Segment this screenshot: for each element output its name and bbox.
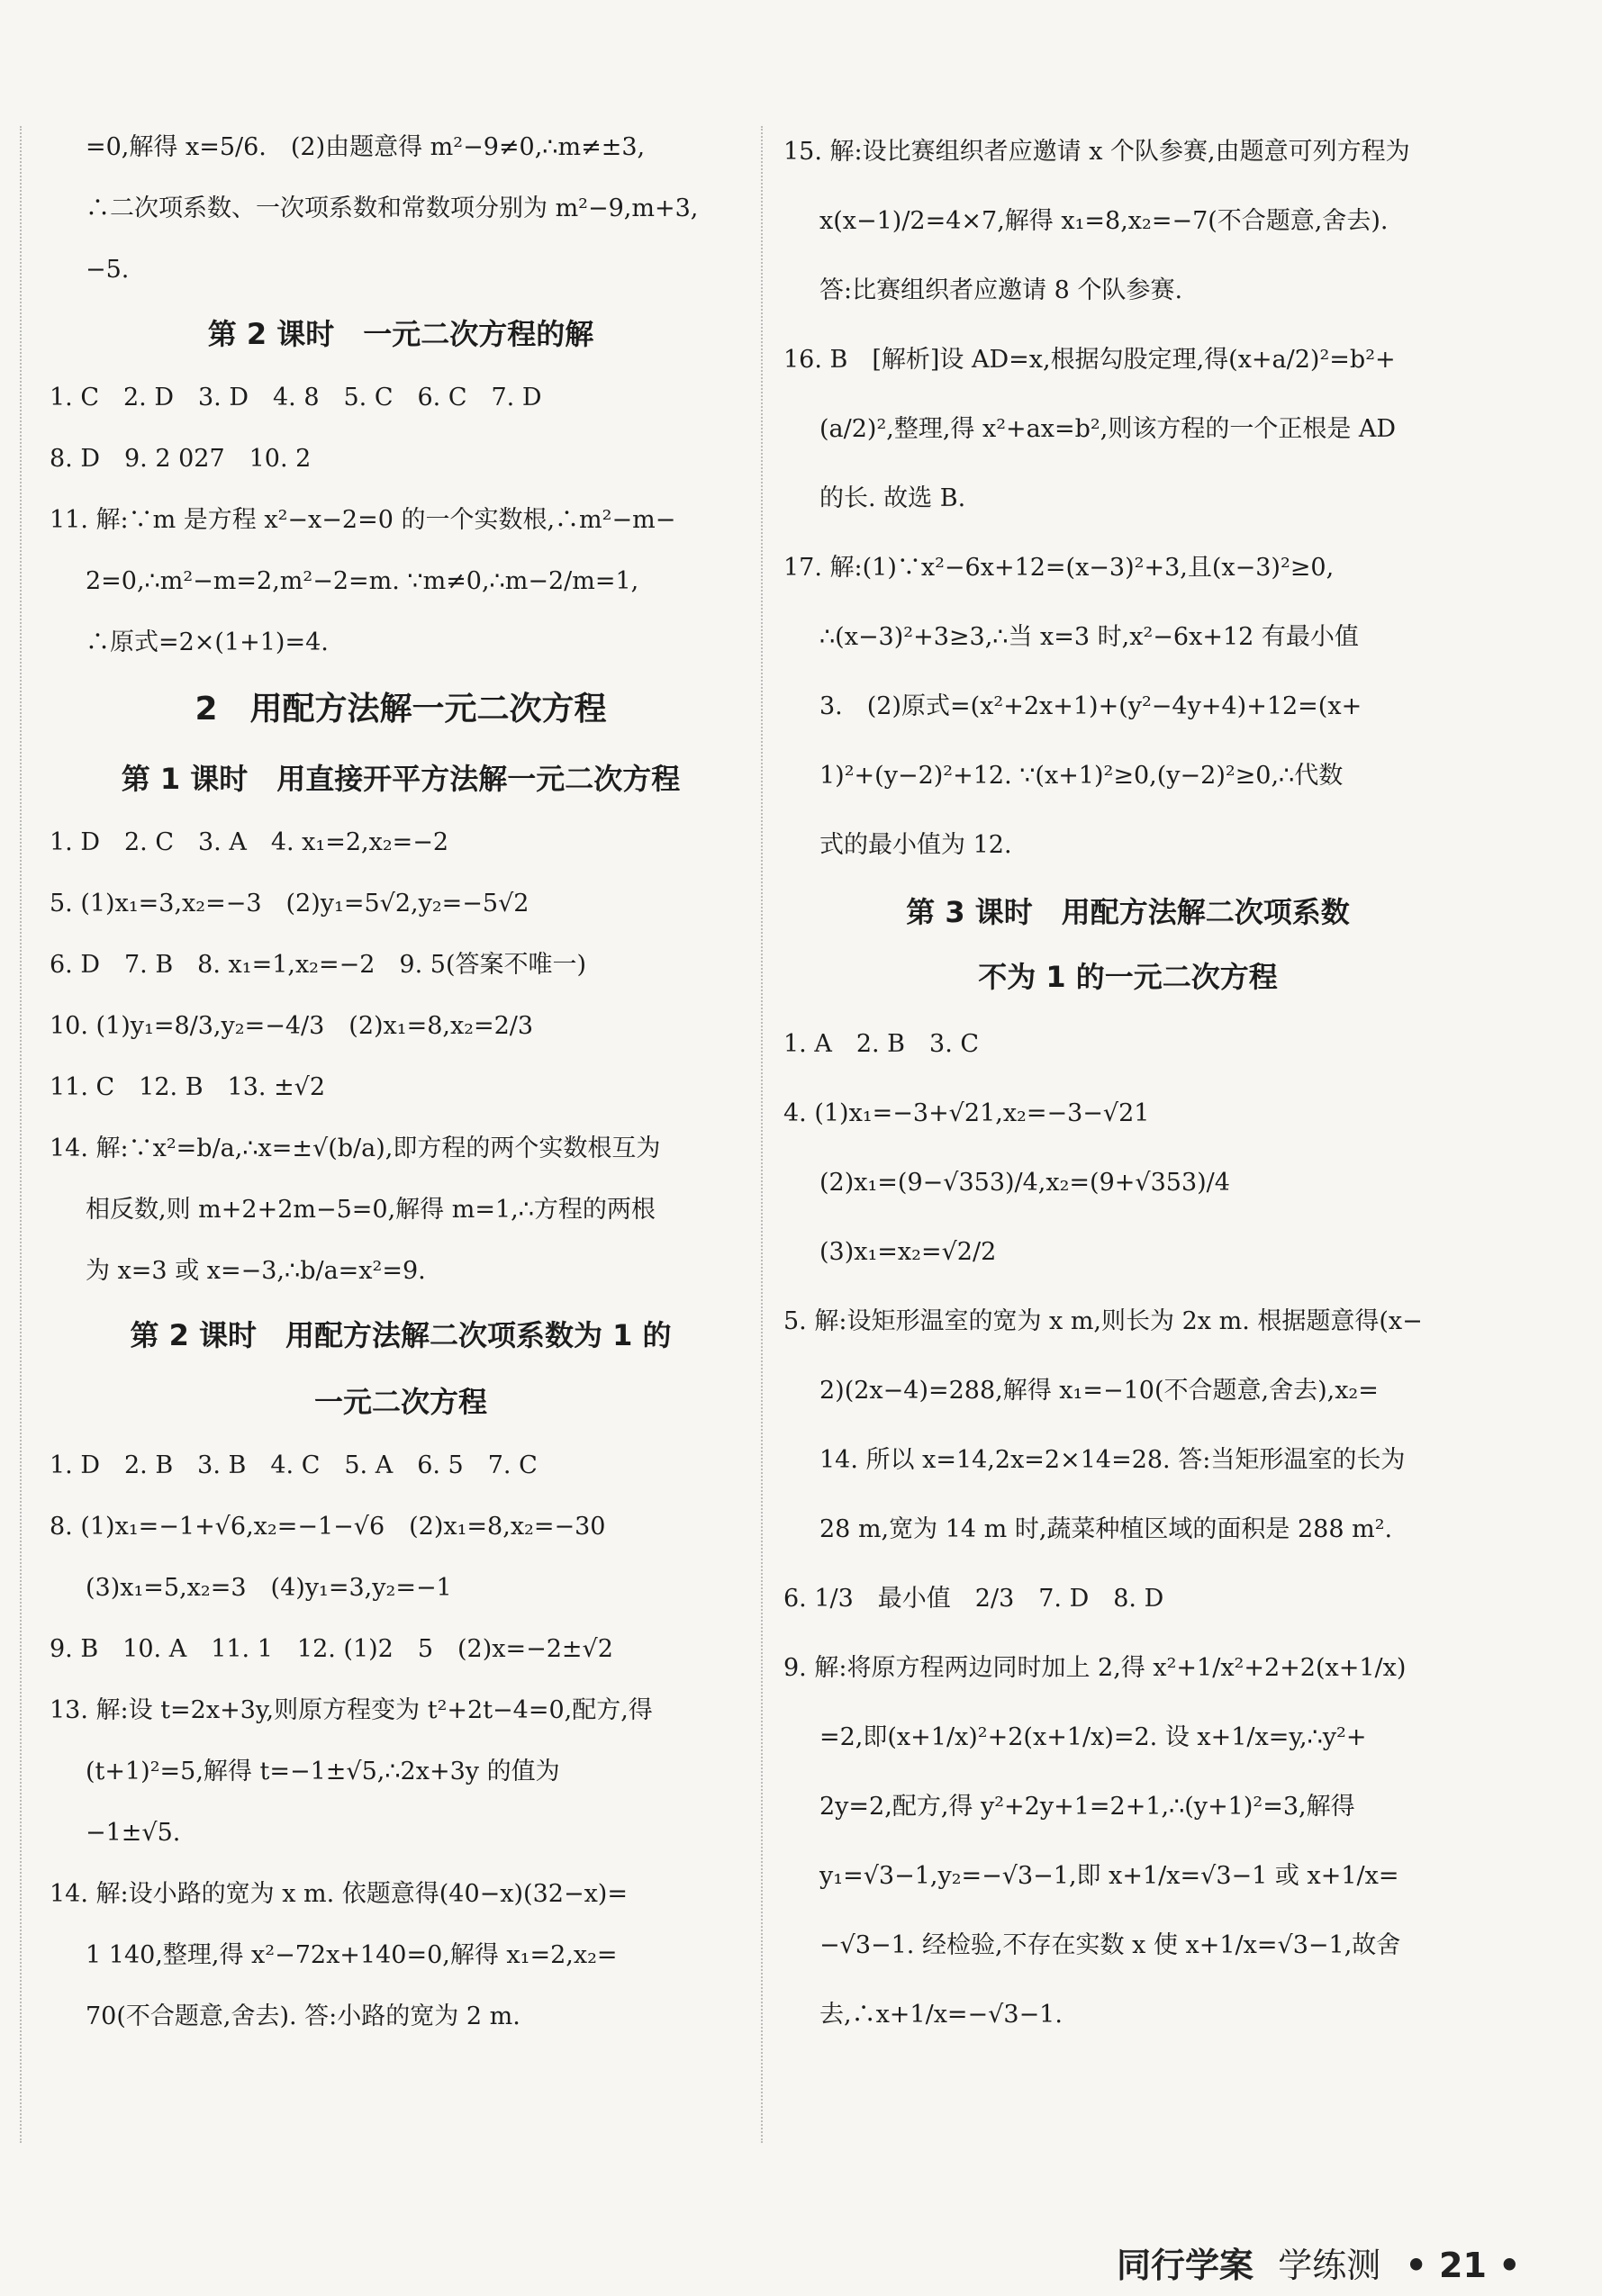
answer-line: 15. 解:设比赛组织者应邀请 x 个队参赛,由题意可列方程为: [783, 138, 1410, 166]
answer-line: 17. 解:(1)∵x²−6x+12=(x−3)²+3,且(x−3)²≥0,: [783, 554, 1335, 582]
answer-line: 4. (1)x₁=−3+√21,x₂=−3−√21: [783, 1099, 1150, 1127]
answer-line: 2)(2x−4)=288,解得 x₁=−10(不合题意,舍去),x₂=: [819, 1377, 1379, 1405]
answer-line: 5. (1)x₁=3,x₂=−3 (2)y₁=5√2,y₂=−5√2: [50, 890, 529, 917]
lesson-heading: 不为 1 的一元二次方程: [978, 960, 1278, 994]
answer-line: 2=0,∴m²−m=2,m²−2=m. ∵m≠0,∴m−2/m=1,: [86, 567, 639, 595]
answer-line: (3)x₁=5,x₂=3 (4)y₁=3,y₂=−1: [86, 1574, 452, 1602]
answer-line: (a/2)²,整理,得 x²+ax=b²,则该方程的一个正根是 AD: [819, 415, 1397, 443]
lesson-heading: 第 3 课时 用配方法解二次项系数: [906, 895, 1350, 929]
lesson-heading: 一元二次方程: [313, 1385, 487, 1419]
answer-line: −1±√5.: [86, 1819, 181, 1847]
answer-line: 8. D 9. 2 027 10. 2: [50, 445, 312, 473]
answer-line: 9. B 10. A 11. 1 12. (1)2 5 (2)x=−2±√2: [50, 1635, 613, 1663]
answer-line: 1. A 2. B 3. C: [783, 1030, 980, 1058]
answer-line: 14. 所以 x=14,2x=2×14=28. 答:当矩形温室的长为: [819, 1446, 1406, 1474]
answer-line: 5. 解:设矩形温室的宽为 x m,则长为 2x m. 根据题意得(x−: [783, 1307, 1423, 1335]
answer-line: 式的最小值为 12.: [819, 831, 1012, 859]
answer-line: 11. 解:∵m 是方程 x²−x−2=0 的一个实数根,∴m²−m−: [50, 506, 676, 534]
answer-line: −5.: [86, 256, 130, 284]
answer-line: −√3−1. 经检验,不存在实数 x 使 x+1/x=√3−1,故舍: [819, 1931, 1401, 1959]
page-number: • 21 •: [1405, 2246, 1521, 2285]
answer-line: (3)x₁=x₂=√2/2: [819, 1238, 997, 1266]
answer-line: 16. B [解析]设 AD=x,根据勾股定理,得(x+a/2)²=b²+: [783, 346, 1396, 374]
answer-line: 2y=2,配方,得 y²+2y+1=2+1,∴(y+1)²=3,解得: [819, 1793, 1355, 1821]
left-margin-rule: [20, 126, 22, 2143]
answer-line: (2)x₁=(9−√353)/4,x₂=(9+√353)/4: [819, 1169, 1230, 1197]
left-column: [50, 117, 752, 2047]
page-footer: [1117, 2237, 1533, 2287]
answer-line: ∴原式=2×(1+1)=4.: [86, 628, 329, 656]
answer-line: 1)²+(y−2)²+12. ∵(x+1)²≥0,(y−2)²≥0,∴代数: [819, 762, 1344, 790]
answer-line: ∴二次项系数、一次项系数和常数项分别为 m²−9,m+3,: [86, 194, 699, 222]
answer-line: 为 x=3 或 x=−3,∴b/a=x²=9.: [86, 1257, 426, 1285]
answer-line: 70(不合题意,舍去). 答:小路的宽为 2 m.: [86, 2002, 520, 2030]
column-divider: [761, 126, 763, 2143]
answer-line: 13. 解:设 t=2x+3y,则原方程变为 t²+2t−4=0,配方,得: [50, 1696, 653, 1724]
answer-line: 14. 解:∵x²=b/a,∴x=±√(b/a),即方程的两个实数根互为: [50, 1134, 661, 1162]
footer-brand: 同行学案: [1117, 2246, 1254, 2285]
answer-line: (t+1)²=5,解得 t=−1±√5,∴2x+3y 的值为: [86, 1758, 560, 1785]
answer-line: 1. D 2. B 3. B 4. C 5. A 6. 5 7. C: [50, 1451, 538, 1479]
answer-line: 相反数,则 m+2+2m−5=0,解得 m=1,∴方程的两根: [86, 1196, 656, 1224]
answer-line: 1. D 2. C 3. A 4. x₁=2,x₂=−2: [50, 828, 449, 856]
answer-line: 1. C 2. D 3. D 4. 8 5. C 6. C 7. D: [50, 384, 542, 411]
answer-line: 6. D 7. B 8. x₁=1,x₂=−2 9. 5(答案不唯一): [50, 951, 587, 979]
answer-line: 10. (1)y₁=8/3,y₂=−4/3 (2)x₁=8,x₂=2/3: [50, 1012, 534, 1040]
answer-line: =0,解得 x=5/6. (2)由题意得 m²−9≠0,∴m≠±3,: [86, 133, 646, 161]
lesson-heading: 第 2 课时 用配方法解二次项系数为 1 的: [130, 1318, 672, 1352]
answer-line: 答:比赛组织者应邀请 8 个队参赛.: [819, 276, 1183, 304]
section-heading: 2 用配方法解一元二次方程: [195, 691, 607, 728]
answer-line: 8. (1)x₁=−1+√6,x₂=−1−√6 (2)x₁=8,x₂=−30: [50, 1513, 606, 1541]
answer-line: 14. 解:设小路的宽为 x m. 依题意得(40−x)(32−x)=: [50, 1880, 628, 1908]
answer-line: 1 140,整理,得 x²−72x+140=0,解得 x₁=2,x₂=: [86, 1941, 618, 1969]
answer-line: ∴(x−3)²+3≥3,∴当 x=3 时,x²−6x+12 有最小值: [819, 623, 1359, 651]
answer-line: y₁=√3−1,y₂=−√3−1,即 x+1/x=√3−1 或 x+1/x=: [819, 1862, 1399, 1890]
answer-line: 去,∴x+1/x=−√3−1.: [819, 2001, 1063, 2029]
answer-line: 11. C 12. B 13. ±√2: [50, 1073, 326, 1101]
lesson-heading: 第 1 课时 用直接开平方法解一元二次方程: [121, 762, 681, 796]
lesson-heading: 第 2 课时 一元二次方程的解: [207, 317, 594, 351]
answer-line: 3. (2)原式=(x²+2x+1)+(y²−4y+4)+12=(x+: [819, 692, 1362, 720]
footer-subtitle: 学练测: [1278, 2246, 1381, 2285]
answer-line: 的长. 故选 B.: [819, 484, 966, 512]
right-column: [783, 117, 1472, 2049]
answer-line: x(x−1)/2=4×7,解得 x₁=8,x₂=−7(不合题意,舍去).: [819, 207, 1389, 235]
answer-line: 6. 1/3 最小值 2/3 7. D 8. D: [783, 1585, 1164, 1613]
answer-line: 9. 解:将原方程两边同时加上 2,得 x²+1/x²+2+2(x+1/x): [783, 1654, 1407, 1682]
answer-line: =2,即(x+1/x)²+2(x+1/x)=2. 设 x+1/x=y,∴y²+: [819, 1723, 1367, 1751]
answer-line: 28 m,宽为 14 m 时,蔬菜种植区域的面积是 288 m².: [819, 1515, 1393, 1543]
